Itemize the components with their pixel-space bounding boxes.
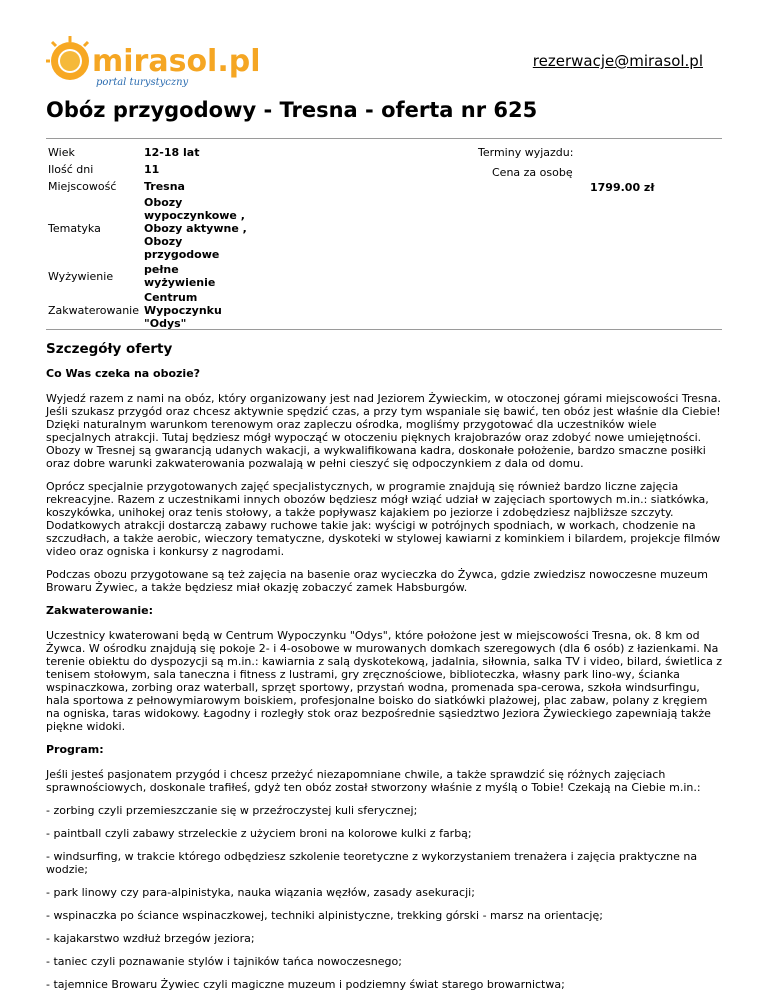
info-value: Centrum Wypoczynku "Odys" bbox=[144, 291, 222, 330]
info-label: Tematyka bbox=[48, 222, 101, 235]
list-item: - windsurfing, w trakcie którego odbędziesz szkolenie teoretyczne z wykorzystaniem trenażera i zajęcia praktyczne na wodzie; bbox=[46, 850, 698, 876]
paragraph: Jeśli jesteś pasjonatem przygód i chcesz przeżyć niezapomniane chwile, a także sprawdzić się różnych zajęciach sprawnościowych, doskonale trafiłeś, gdyż ten obóz został stworzony właśnie z myślą o Tobie! Czekają na Ciebie m.in.: bbox=[46, 768, 701, 794]
list-item: - tajemnice Browaru Żywiec czyli magiczne muzeum i podziemny świat starego browarnictwa; bbox=[46, 978, 565, 991]
list-item: - zorbing czyli przemieszczanie się w przeźroczystej kuli sferycznej; bbox=[46, 804, 418, 817]
section-title: Co Was czeka na obozie? bbox=[46, 367, 201, 380]
paragraph: Uczestnicy kwaterowani będą w Centrum Wypoczynku "Odys", które położone jest w miejscowości Tresna, ok. 8 km od Żywca. W ośrodku znajdują się pokoje 2- i 4-osobowe w murowanych domkach szeregowych (dla 6 osób) z łazienkami. Na terenie obiektu do dyspozycji są m.in.: kawiarnia z salą dyskotekową, jadalnia, siłownia, salka TV i video, bilard, świetlica z tenisem stołowym, sala taneczna i fitness z lustrami, gry zręcznościowe, biblioteczka, własny park lino-wy, ścianka wspinaczkowa, zorbing oraz waterball, sprzęt sportowy, przystań wodna, promenada spa-cerowa, szkoła windsurfingu, hala sportowa z pełnowymiarowym boiskiem, profesjonalne boisko do siatkówki plażowej, plac zabaw, polany z kręgiem na ogniska, taras widokowy. Łagodny i rozległy stok oraz bezpośrednie sąsiedztwo Jeziora Żywieckiego zapewniają także piękne widoki. bbox=[46, 629, 723, 733]
list-item: - taniec czyli poznawanie stylów i tajników tańca nowoczesnego; bbox=[46, 955, 402, 968]
paragraph: Podczas obozu przygotowane są też zajęcia na basenie oraz wycieczka do Żywca, gdzie zwiedzisz nowoczesne muzeum Browaru Żywiec, a także będziesz miał okazję zobaczyć zamek Habsburgów. bbox=[46, 568, 708, 594]
list-item: - park linowy czy para-alpinistyka, nauka wiązania węzłów, zasady asekuracji; bbox=[46, 886, 475, 899]
info-row-theme bbox=[46, 195, 254, 262]
divider-middle bbox=[46, 329, 722, 330]
svg-text:mirasol.pl: mirasol.pl bbox=[92, 44, 261, 79]
info-value: 12-18 lat bbox=[144, 146, 200, 159]
info-label: Wyżywienie bbox=[48, 269, 114, 283]
list-item: - kajakarstwo wzdłuż brzegów jeziora; bbox=[46, 932, 255, 945]
list-item: - wspinaczka po ściance wspinaczkowej, techniki alpinistyczne, trekking górski - marsz na orientację; bbox=[46, 909, 603, 922]
section-title: Program: bbox=[46, 743, 104, 756]
info-value: Obozy wypoczynkowe , Obozy aktywne , Obozy przygodowe bbox=[144, 196, 247, 261]
paragraph: Oprócz specjalnie przygotowanych zajęć specjalistycznych, w programie znajdują się również bardzo liczne zajęcia rekreacyjne. Razem z uczestnikami innych obozów będziesz mógł wziąć udział w zajęciach sportowych m.in.: siatkówka, koszykówka, unihokej oraz tenis stołowy, a także popływasz kajakiem po jeziorze i zdobędziesz najbliższe szczyty. Dodatkowych atrakcji dostarczą zabawy ruchowe takie jak: wyścigi w potrójnych spodniach, w workach, chodzenie na szczudłach, a także aerobic, wieczory tematyczne, dyskoteki w stylowej kawiarni z kominkiem i bilardem, projekcje filmów video oraz ogniska i konkursy z nagrodami. bbox=[46, 480, 721, 558]
info-label: Miejscowość bbox=[48, 180, 117, 193]
terms-label: Terminy wyjazdu: bbox=[478, 146, 574, 159]
info-label: Ilość dni bbox=[48, 163, 94, 176]
price-value: 1799.00 zł bbox=[590, 181, 655, 194]
offer-info-table bbox=[46, 144, 254, 331]
info-label: Wiek bbox=[48, 146, 75, 159]
info-value: pełne wyżywienie bbox=[144, 263, 216, 289]
price-label: Cena za osobę bbox=[492, 166, 573, 179]
logo bbox=[46, 34, 286, 90]
paragraph: Wyjedź razem z nami na obóz, który organizowany jest nad Jeziorem Żywieckim, w otoczonej górami miejscowości Tresna. Jeśli szukasz przygód oraz chcesz aktywnie spędzić czas, a przy tym wspaniale się bawić, ten obóz jest właśnie dla Ciebie! Dzięki naturalnym warunkom terenowym oraz zapleczu ośrodka, mogliśmy przygotować dla uczestników wiele specjalnych atrakcji. Tutaj będziesz mógł wypocząć w otoczeniu pięknych krajobrazów oraz zdobyć nowe umiejętności. Obozy w Tresnej są gwarancją udanych wakacji, a wykwalifikowana kadra, doskonałe położenie, bardzo smaczne posiłki oraz dobre warunki zakwaterowania pozwalają w pełni cieszyć się odpoczynkiem z dala od domu. bbox=[46, 392, 721, 470]
page-title: Obóz przygodowy - Tresna - oferta nr 625 bbox=[46, 98, 538, 122]
info-row-age bbox=[46, 144, 254, 161]
details-heading: Szczegóły oferty bbox=[46, 341, 173, 357]
offer-details bbox=[46, 343, 724, 1001]
info-row-board bbox=[46, 262, 254, 290]
info-row-location bbox=[46, 178, 254, 195]
email-link[interactable]: rezerwacje@mirasol.pl bbox=[532, 52, 703, 70]
section-title: Zakwaterowanie: bbox=[46, 604, 154, 617]
divider-top bbox=[46, 138, 722, 139]
info-value: Tresna bbox=[144, 180, 185, 193]
info-row-days bbox=[46, 161, 254, 178]
sun-logo-icon bbox=[46, 34, 286, 90]
info-value: 11 bbox=[144, 163, 160, 176]
info-row-accommodation bbox=[46, 290, 254, 331]
svg-text:portal turystyczny: portal turystyczny bbox=[96, 77, 189, 88]
info-label: Zakwaterowanie bbox=[48, 304, 140, 317]
list-item: - paintball czyli zabawy strzeleckie z użyciem broni na kolorowe kulki z farbą; bbox=[46, 827, 472, 840]
